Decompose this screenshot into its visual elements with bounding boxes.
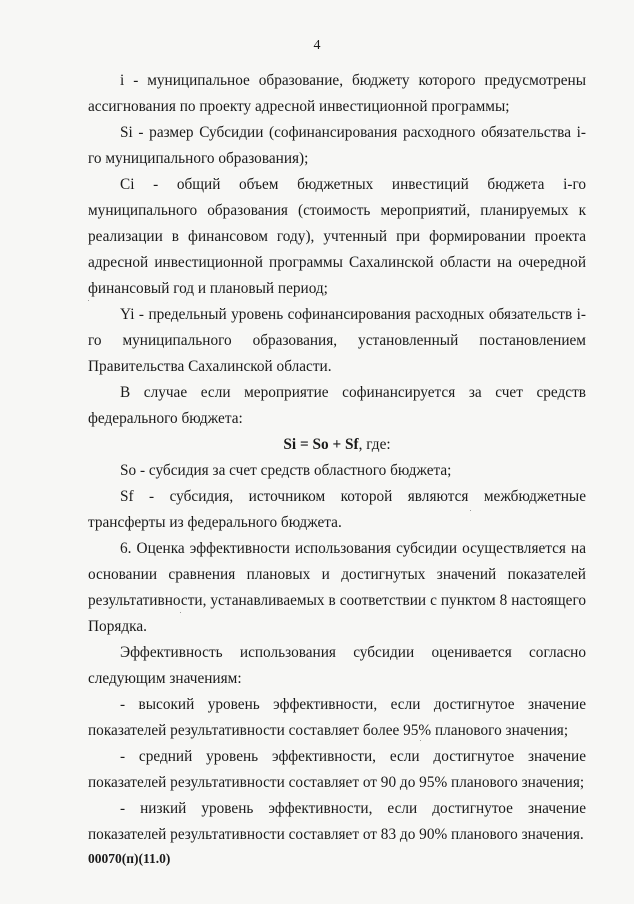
footer-document-code: 00070(п)(11.0) bbox=[88, 851, 171, 866]
paragraph-section-6: 6. Оценка эффективности использования субсидии осуществляется на основании сравнения плановых и достигнутых значений показателей результативности, устанавливаемых в соответствии с пунктом 8 настоящего Порядка. bbox=[88, 540, 586, 635]
paragraph-ci-definition: Ci - общий объем бюджетных инвестиций бюджета i-го муниципального образования (стоимость мероприятий, планируемых к реализации в финансовом году), учтенный при формировании проекта адресной инвестиционной программы Сахалинской области на очередной финансовый год и плановый период; bbox=[88, 176, 586, 297]
scan-speck bbox=[470, 510, 471, 511]
page-number: 4 bbox=[313, 38, 321, 53]
scan-speck bbox=[88, 300, 89, 301]
paragraph-federal-case: В случае если мероприятие софинансируется за счет средств федерального бюджета: bbox=[88, 384, 586, 427]
list-item-medium-efficiency: - средний уровень эффективности, если достигнутое значение показателей результативности составляет от 90 до 95% планового значения; bbox=[88, 748, 586, 791]
scan-speck bbox=[180, 612, 181, 613]
list-item-high-efficiency: - высокий уровень эффективности, если достигнутое значение показателей результативности составляет более 95% планового значения; bbox=[88, 696, 586, 739]
formula-expression: Si = So + Sf bbox=[283, 436, 359, 453]
document-body bbox=[88, 68, 586, 848]
paragraph-efficiency-intro: Эффективность использования субсидии оценивается согласно следующим значениям: bbox=[88, 644, 586, 687]
list-item-low-efficiency: - низкий уровень эффективности, если достигнутое значение показателей результативности составляет от 83 до 90% планового значения. bbox=[88, 800, 586, 843]
paragraph-i-definition: i - муниципальное образование, бюджету которого предусмотрены ассигнования по проекту адресной инвестиционной программы; bbox=[88, 72, 586, 115]
scan-speck bbox=[420, 740, 421, 741]
paragraph-yi-definition: Yi - предельный уровень софинансирования расходных обязательств i-го муниципального образования, установленный постановлением Правительства Сахалинской области. bbox=[88, 306, 586, 375]
formula bbox=[88, 432, 586, 458]
paragraph-sf-definition: Sf - субсидия, источником которой являются межбюджетные трансферты из федерального бюджета. bbox=[88, 488, 586, 531]
paragraph-so-definition: So - субсидия за счет средств областного бюджета; bbox=[120, 462, 452, 479]
formula-suffix: , где: bbox=[358, 436, 391, 453]
paragraph-si-definition: Si - размер Субсидии (софинансирования расходного обязательства i-го муниципального образования); bbox=[88, 124, 586, 167]
